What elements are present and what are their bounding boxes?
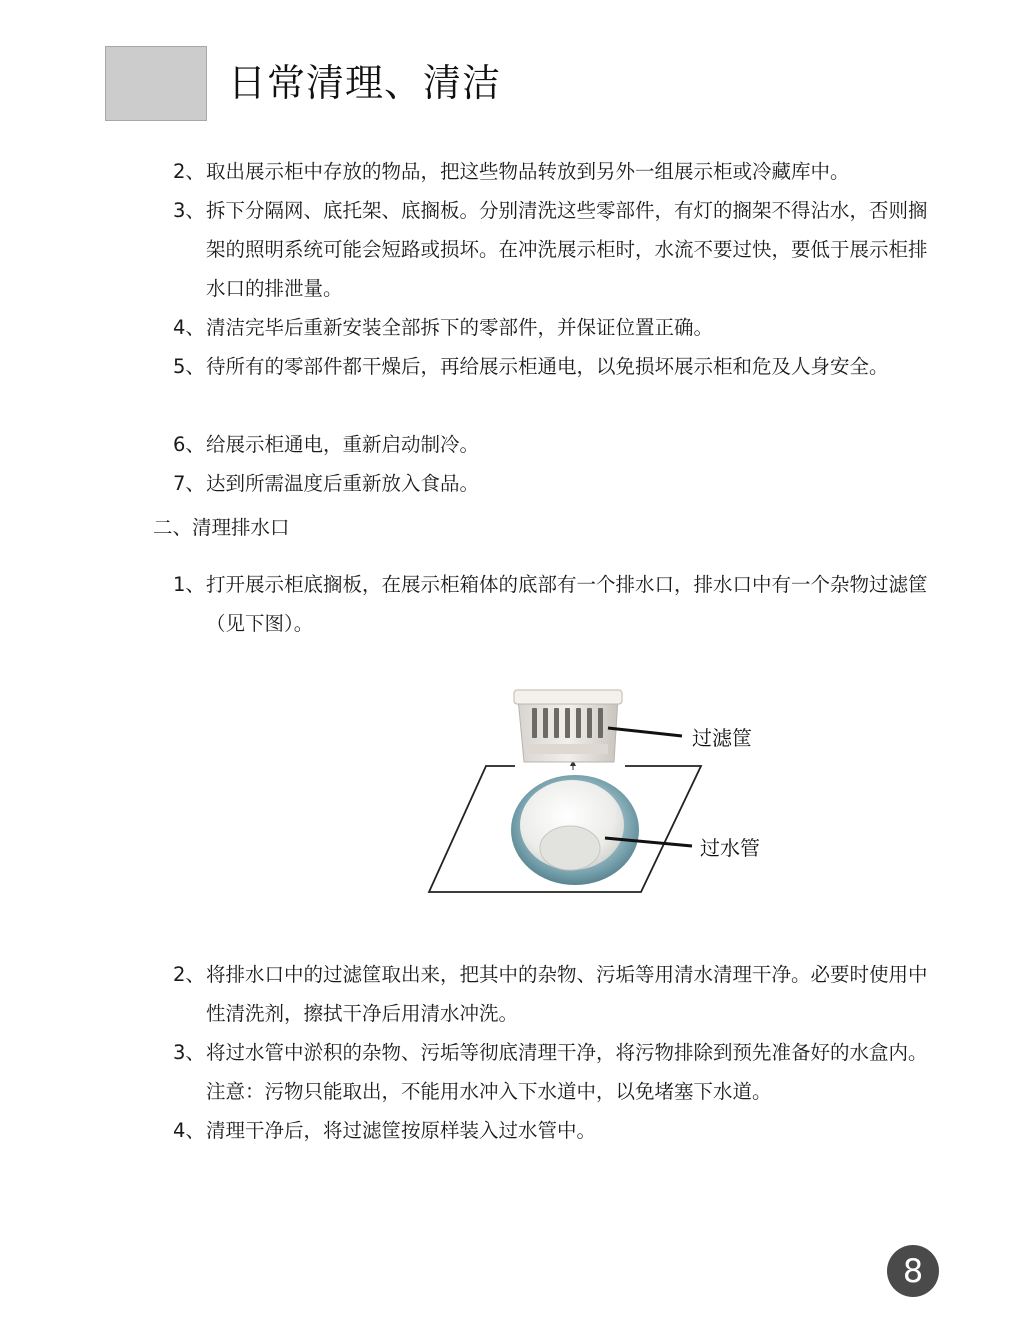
item-number: 2、 (173, 963, 205, 986)
item-number: 3、 (173, 199, 205, 222)
item-text: 将排水口中的过滤筐取出来，把其中的杂物、污垢等用清水清理干净。必要时使用中性清洗剂，擦拭干净后用清水冲洗。 (206, 963, 928, 1025)
list-item (173, 955, 933, 1033)
item-text: 将过水管中淤积的杂物、污垢等彻底清理干净，将污物排除到预先准备好的水盒内。注意：污物只能取出，不能用水冲入下水道中，以免堵塞下水道。 (206, 1041, 928, 1103)
pipe-opening (540, 826, 600, 870)
label-filter-basket: 过滤筐 (692, 726, 752, 750)
list-item (173, 1111, 933, 1150)
item-text: 拆下分隔网、底托架、底搁板。分别清洗这些零部件，有灯的搁架不得沾水，否则搁架的照明系统可能会短路或损坏。在冲洗展示柜时，水流不要过快，要低于展示柜排水口的排泄量。 (206, 199, 928, 300)
item-text: 清理干净后，将过滤筐按原样装入过水管中。 (206, 1119, 597, 1142)
item-number: 5、 (173, 355, 205, 378)
basket-band (528, 744, 608, 754)
item-number: 6、 (173, 433, 205, 456)
list-item (173, 565, 933, 643)
page-number-badge: 8 (887, 1245, 939, 1297)
item-number: 3、 (173, 1041, 205, 1064)
list-item (173, 152, 933, 191)
leader-line-filter (608, 728, 682, 736)
section-heading: 二、清理排水口 (153, 516, 290, 539)
item-text: 清洁完毕后重新安装全部拆下的零部件，并保证位置正确。 (206, 316, 714, 339)
item-text: 给展示柜通电，重新启动制冷。 (206, 433, 480, 456)
item-number: 1、 (173, 573, 205, 596)
page-title: 日常清理、清洁 (228, 61, 502, 105)
list-item (173, 347, 933, 386)
list-item (173, 425, 933, 464)
item-number: 2、 (173, 160, 205, 183)
list-item (173, 308, 933, 347)
basket-rim (514, 690, 622, 704)
item-text: 待所有的零部件都干燥后，再给展示柜通电，以免损坏展示柜和危及人身安全。 (206, 355, 889, 378)
list-item (173, 1033, 933, 1111)
label-drain-pipe: 过水管 (700, 836, 760, 860)
drain-illustration (420, 680, 780, 900)
item-number: 7、 (173, 472, 205, 495)
item-number: 4、 (173, 316, 205, 339)
list-item (173, 464, 933, 503)
list-item (173, 191, 933, 308)
item-text: 取出展示柜中存放的物品，把这些物品转放到另外一组展示柜或冷藏库中。 (206, 160, 850, 183)
item-text: 打开展示柜底搁板，在展示柜箱体的底部有一个排水口，排水口中有一个杂物过滤筐（见下图）。 (206, 573, 928, 635)
item-text: 达到所需温度后重新放入食品。 (206, 472, 480, 495)
item-number: 4、 (173, 1119, 205, 1142)
header-gray-box (105, 46, 207, 121)
drain-figure (420, 680, 780, 900)
